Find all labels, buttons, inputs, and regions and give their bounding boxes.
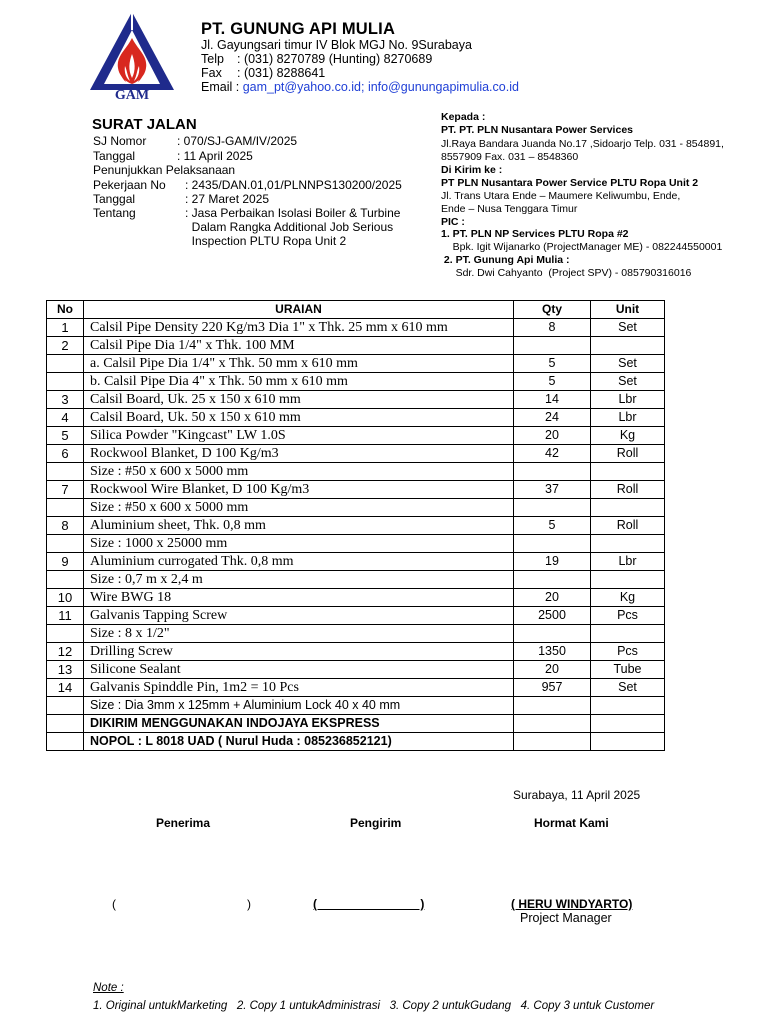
hormat-label: Hormat Kami (534, 816, 609, 830)
company-address: Jl. Gayungsari timur IV Blok MGJ No. 9Surabaya (201, 38, 472, 52)
table-row (47, 715, 665, 733)
row-description-cell: Silicone Sealant (84, 661, 514, 679)
row-description-cell: Rockwool Blanket, D 100 Kg/m3 (84, 445, 514, 463)
row-qty-cell: 37 (514, 481, 591, 499)
sj-date-row (93, 149, 253, 163)
row-description-cell: NOPOL : L 8018 UAD ( Nurul Huda : 085236852121) (84, 733, 514, 751)
row-qty-cell: 20 (514, 589, 591, 607)
row-unit-cell (591, 535, 665, 553)
row-qty-cell: 1350 (514, 643, 591, 661)
row-no-cell: 2 (47, 337, 84, 355)
pengirim-label: Pengirim (350, 816, 402, 830)
row-description-cell: Calsil Pipe Dia 1/4" x Thk. 100 MM (84, 337, 514, 355)
row-no-cell: 8 (47, 517, 84, 535)
row-unit-cell (591, 697, 665, 715)
row-description-cell: Size : #50 x 600 x 5000 mm (84, 499, 514, 517)
place-date: Surabaya, 11 April 2025 (513, 788, 641, 802)
row-description-cell: Size : 0,7 m x 2,4 m (84, 571, 514, 589)
row-description-cell: Wire BWG 18 (84, 589, 514, 607)
row-description-cell: Calsil Board, Uk. 25 x 150 x 610 mm (84, 391, 514, 409)
document-title: SURAT JALAN (92, 116, 197, 133)
sj-number-row (93, 134, 297, 148)
table-row (47, 553, 665, 571)
kepada-address: Jl.Raya Bandara Juanda No.17 ,Sidoarjo Telp. 031 - 854891, (441, 138, 724, 150)
row-description-cell: Aluminium currogated Thk. 0,8 mm (84, 553, 514, 571)
dikirim-company: PT PLN Nusantara Power Service PLTU Ropa Unit 2 (441, 177, 699, 189)
row-no-cell (47, 373, 84, 391)
table-row (47, 463, 665, 481)
row-description-cell: DIKIRIM MENGGUNAKAN INDOJAYA EKSPRESS (84, 715, 514, 733)
email-value[interactable]: gam_pt@yahoo.co.id; info@gunungapimulia.co.id (242, 80, 519, 94)
row-qty-cell (514, 571, 591, 589)
pic-1-company: 1. PT. PLN NP Services PLTU Ropa #2 (441, 228, 629, 240)
row-unit-cell: Lbr (591, 409, 665, 427)
dikirim-region: Ende – Nusa Tenggara Timur (441, 203, 578, 215)
kepada-fax: 8557909 Fax. 031 – 8548360 (441, 151, 579, 163)
row-qty-cell (514, 625, 591, 643)
table-row (47, 679, 665, 697)
pekerjaan-label: Pekerjaan No (93, 178, 166, 192)
sj-number-value: : 070/SJ-GAM/IV/2025 (177, 134, 298, 148)
row-qty-cell (514, 733, 591, 751)
row-unit-cell (591, 337, 665, 355)
penerima-label: Penerima (156, 816, 211, 830)
row-description-cell: Aluminium sheet, Thk. 0,8 mm (84, 517, 514, 535)
pic-label: PIC : (441, 216, 465, 228)
table-row (47, 517, 665, 535)
row-qty-cell (514, 715, 591, 733)
row-qty-cell: 2500 (514, 607, 591, 625)
table-row (47, 535, 665, 553)
tanggal2-value: : 27 Maret 2025 (185, 192, 270, 206)
row-unit-cell (591, 499, 665, 517)
row-unit-cell: Lbr (591, 553, 665, 571)
tentang-line: : Jasa Perbaikan Isolasi Boiler & Turbine (185, 206, 401, 220)
pekerjaan-row (93, 178, 402, 192)
row-unit-cell: Pcs (591, 607, 665, 625)
tentang-line: Inspection PLTU Ropa Unit 2 (185, 234, 347, 248)
note-label: Note : (93, 982, 124, 994)
kepada-company: PT. PT. PLN Nusantara Power Services (441, 124, 633, 136)
fax-label: Fax (201, 66, 222, 80)
row-no-cell (47, 355, 84, 373)
penerima-open: ( (112, 897, 116, 911)
row-description-cell: Size : 8 x 1/2" (84, 625, 514, 643)
fax-value: : (031) 8288641 (237, 66, 326, 80)
row-qty-cell: 19 (514, 553, 591, 571)
row-unit-cell (591, 463, 665, 481)
row-qty-cell (514, 337, 591, 355)
signer-name: ( HERU WINDYARTO) (511, 897, 633, 911)
company-logo (86, 8, 178, 100)
sj-number-label: SJ Nomor (93, 134, 147, 148)
table-header-row (47, 301, 665, 319)
row-qty-cell (514, 697, 591, 715)
row-qty-cell: 5 (514, 373, 591, 391)
table-row (47, 337, 665, 355)
row-unit-cell: Roll (591, 445, 665, 463)
row-qty-cell: 20 (514, 427, 591, 445)
row-description-cell: Size : Dia 3mm x 125mm + Aluminium Lock 40 x 40 mm (84, 697, 514, 715)
row-no-cell: 3 (47, 391, 84, 409)
row-no-cell: 6 (47, 445, 84, 463)
sj-date-label: Tanggal (93, 149, 136, 163)
row-description-cell: Drilling Screw (84, 643, 514, 661)
tentang-row (93, 206, 400, 248)
row-no-cell (47, 715, 84, 733)
row-no-cell: 7 (47, 481, 84, 499)
company-email (201, 80, 519, 95)
row-qty-cell: 20 (514, 661, 591, 679)
note-text: 1. Original untukMarketing 2. Copy 1 untukAdministrasi 3. Copy 2 untukGudang 4. Copy 3 untuk Customer (93, 1000, 655, 1012)
signer-title: Project Manager (520, 911, 612, 925)
row-no-cell (47, 535, 84, 553)
row-no-cell: 12 (47, 643, 84, 661)
row-unit-cell: Set (591, 679, 665, 697)
header-no: No (47, 301, 84, 319)
row-no-cell (47, 697, 84, 715)
row-qty-cell: 957 (514, 679, 591, 697)
table-row (47, 499, 665, 517)
row-qty-cell: 14 (514, 391, 591, 409)
company-name: PT. GUNUNG API MULIA (201, 20, 396, 38)
tentang-line: Dalam Rangka Additional Job Serious (185, 220, 394, 234)
kepada-label: Kepada : (441, 111, 486, 123)
table-row (47, 607, 665, 625)
row-qty-cell: 42 (514, 445, 591, 463)
table-row (47, 373, 665, 391)
tanggal2-row (93, 192, 269, 206)
row-description-cell: a. Calsil Pipe Dia 1/4" x Thk. 50 mm x 610 mm (84, 355, 514, 373)
sj-date-value: : 11 April 2025 (177, 149, 253, 163)
row-qty-cell (514, 535, 591, 553)
table-row (47, 355, 665, 373)
table-row (47, 319, 665, 337)
pic-2-person: Sdr. Dwi Cahyanto (Project SPV) - 085790316016 (441, 267, 692, 279)
row-description-cell: Galvanis Tapping Screw (84, 607, 514, 625)
items-table (46, 300, 665, 751)
row-description-cell: Rockwool Wire Blanket, D 100 Kg/m3 (84, 481, 514, 499)
row-no-cell: 14 (47, 679, 84, 697)
telp-label: Telp (201, 52, 224, 66)
row-unit-cell (591, 733, 665, 751)
table-row (47, 589, 665, 607)
row-qty-cell: 8 (514, 319, 591, 337)
row-qty-cell (514, 463, 591, 481)
table-row (47, 445, 665, 463)
row-description-cell: Size : #50 x 600 x 5000 mm (84, 463, 514, 481)
pengirim-signature-line: ( ) (313, 897, 425, 911)
logo-text: GAM (114, 88, 150, 100)
row-no-cell: 10 (47, 589, 84, 607)
row-no-cell: 9 (47, 553, 84, 571)
email-label: Email : (201, 80, 240, 94)
row-unit-cell: Tube (591, 661, 665, 679)
row-qty-cell: 5 (514, 517, 591, 535)
row-no-cell (47, 733, 84, 751)
row-qty-cell (514, 499, 591, 517)
row-unit-cell: Roll (591, 481, 665, 499)
table-row (47, 481, 665, 499)
row-no-cell (47, 625, 84, 643)
table-row (47, 409, 665, 427)
row-unit-cell: Kg (591, 427, 665, 445)
company-telp (201, 52, 432, 67)
tentang-label: Tentang (93, 206, 136, 220)
header-uraian: URAIAN (84, 301, 514, 319)
company-fax (201, 66, 325, 81)
table-row (47, 391, 665, 409)
row-no-cell: 5 (47, 427, 84, 445)
tentang-value (185, 206, 400, 248)
penunjukkan-label: Penunjukkan Pelaksanaan (93, 163, 236, 177)
header-qty: Qty (514, 301, 591, 319)
row-qty-cell: 5 (514, 355, 591, 373)
row-description-cell: Silica Powder "Kingcast" LW 1.0S (84, 427, 514, 445)
row-no-cell: 11 (47, 607, 84, 625)
dikirim-address: Jl. Trans Utara Ende – Maumere Keliwumbu, Ende, (441, 190, 681, 202)
row-no-cell (47, 571, 84, 589)
table-row (47, 643, 665, 661)
row-unit-cell: Pcs (591, 643, 665, 661)
row-unit-cell: Roll (591, 517, 665, 535)
row-no-cell: 4 (47, 409, 84, 427)
header-unit: Unit (591, 301, 665, 319)
row-no-cell: 13 (47, 661, 84, 679)
row-unit-cell: Set (591, 319, 665, 337)
table-row (47, 571, 665, 589)
row-description-cell: Galvanis Spinddle Pin, 1m2 = 10 Pcs (84, 679, 514, 697)
row-no-cell (47, 463, 84, 481)
row-unit-cell: Kg (591, 589, 665, 607)
gam-logo-icon (86, 8, 178, 100)
row-unit-cell (591, 715, 665, 733)
row-description-cell: Calsil Board, Uk. 50 x 150 x 610 mm (84, 409, 514, 427)
pic-1-person: Bpk. Igit Wijanarko (ProjectManager ME) - 082244550001 (441, 241, 723, 253)
items-body (47, 319, 665, 751)
table-row (47, 733, 665, 751)
table-row (47, 697, 665, 715)
tanggal2-label: Tanggal (93, 192, 136, 206)
table-row (47, 625, 665, 643)
row-no-cell: 1 (47, 319, 84, 337)
row-unit-cell (591, 571, 665, 589)
pic-2-company: 2. PT. Gunung Api Mulia : (441, 254, 570, 266)
row-unit-cell (591, 625, 665, 643)
dikirim-label: Di Kirim ke : (441, 164, 503, 176)
telp-value: : (031) 8270789 (Hunting) 8270689 (237, 52, 433, 66)
row-no-cell (47, 499, 84, 517)
row-qty-cell: 24 (514, 409, 591, 427)
row-description-cell: Calsil Pipe Density 220 Kg/m3 Dia 1" x Thk. 25 mm x 610 mm (84, 319, 514, 337)
row-description-cell: b. Calsil Pipe Dia 4" x Thk. 50 mm x 610 mm (84, 373, 514, 391)
row-unit-cell: Lbr (591, 391, 665, 409)
penerima-close: ) (247, 897, 251, 911)
table-row (47, 427, 665, 445)
row-unit-cell: Set (591, 373, 665, 391)
row-description-cell: Size : 1000 x 25000 mm (84, 535, 514, 553)
pekerjaan-value: : 2435/DAN.01,01/PLNNPS130200/2025 (185, 178, 402, 192)
row-unit-cell: Set (591, 355, 665, 373)
table-row (47, 661, 665, 679)
